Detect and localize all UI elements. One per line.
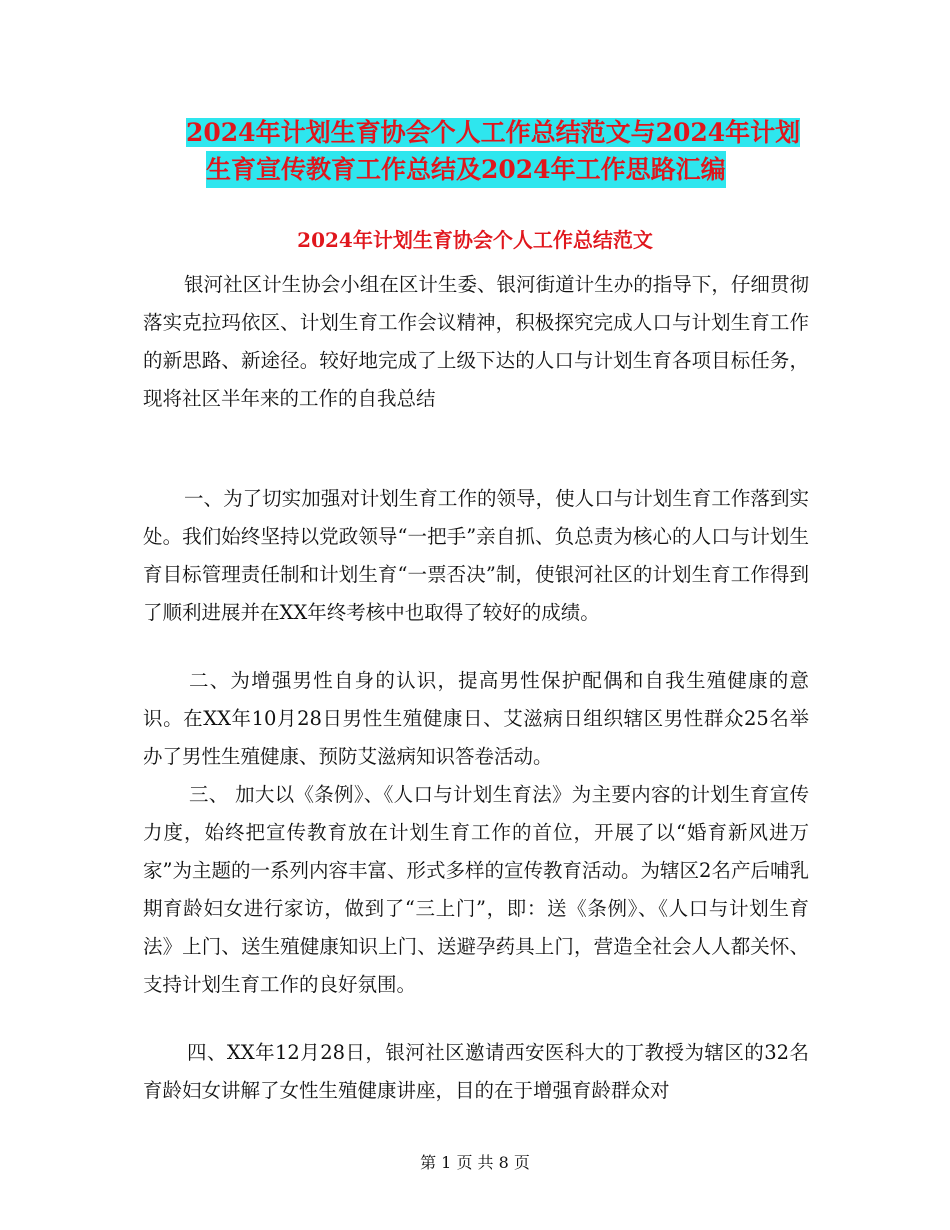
paragraph-item-3: 三、 加大以《条例》、《人口与计划生育法》为主要内容的计划生育宣传力度，始终把宣传教育放在计划生育工作的首位，开展了以“婚育新风进万家”为主题的一系列内容丰富、形式多样的宣传教育活动。为辖区2名产后哺乳期育龄妇女进行家访，做到了“三上门”，即：送《条例》、《人口与计划生育法》上门、送生殖健康知识上门、送避孕药具上门，营造全社会人人都关怀、支持计划生育工作的良好氛围。 xyxy=(143,783,809,996)
document-title-line-1: 2024年计划生育协会个人工作总结范文与2024年计划 xyxy=(186,118,801,147)
section-title: 2024年计划生育协会个人工作总结范文 xyxy=(297,228,653,252)
paragraph-item-1: 一、为了切实加强对计划生育工作的领导，使人口与计划生育工作落到实处。我们始终坚持以党政领导“一把手”亲自抓、负总责为核心的人口与计划生育目标管理责任制和计划生育“一票否决”制，使银河社区的计划生育工作得到了顺利进展并在XX年终考核中也取得了较好的成绩。 xyxy=(143,487,809,624)
paragraph-item-2: 二、为增强男性自身的认识，提高男性保护配偶和自我生殖健康的意识。在XX年10月28日男性生殖健康日、艾滋病日组织辖区男性群众25名举办了男性生殖健康、预防艾滋病知识答卷活动。 xyxy=(143,669,809,768)
paragraph-intro: 银河社区计生协会小组在区计生委、银河街道计生办的指导下，仔细贯彻落实克拉玛依区、计划生育工作会议精神，积极探究完成人口与计划生育工作的新思路、新途径。较好地完成了上级下达的人口与计划生育各项目标任务，现将社区半年来的工作的自我总结 xyxy=(143,273,809,410)
document-title xyxy=(186,114,826,188)
paragraph-item-4: 四、XX年12月28日，银河社区邀请西安医科大的丁教授为辖区的32名育龄妇女讲解了女性生殖健康讲座，目的在于增强育龄群众对 xyxy=(143,1041,809,1102)
document-title-line-2: 生育宣传教育工作总结及2024年工作思路汇编 xyxy=(206,151,726,188)
page-number-footer: 第 1 页 共 8 页 xyxy=(420,1153,530,1172)
